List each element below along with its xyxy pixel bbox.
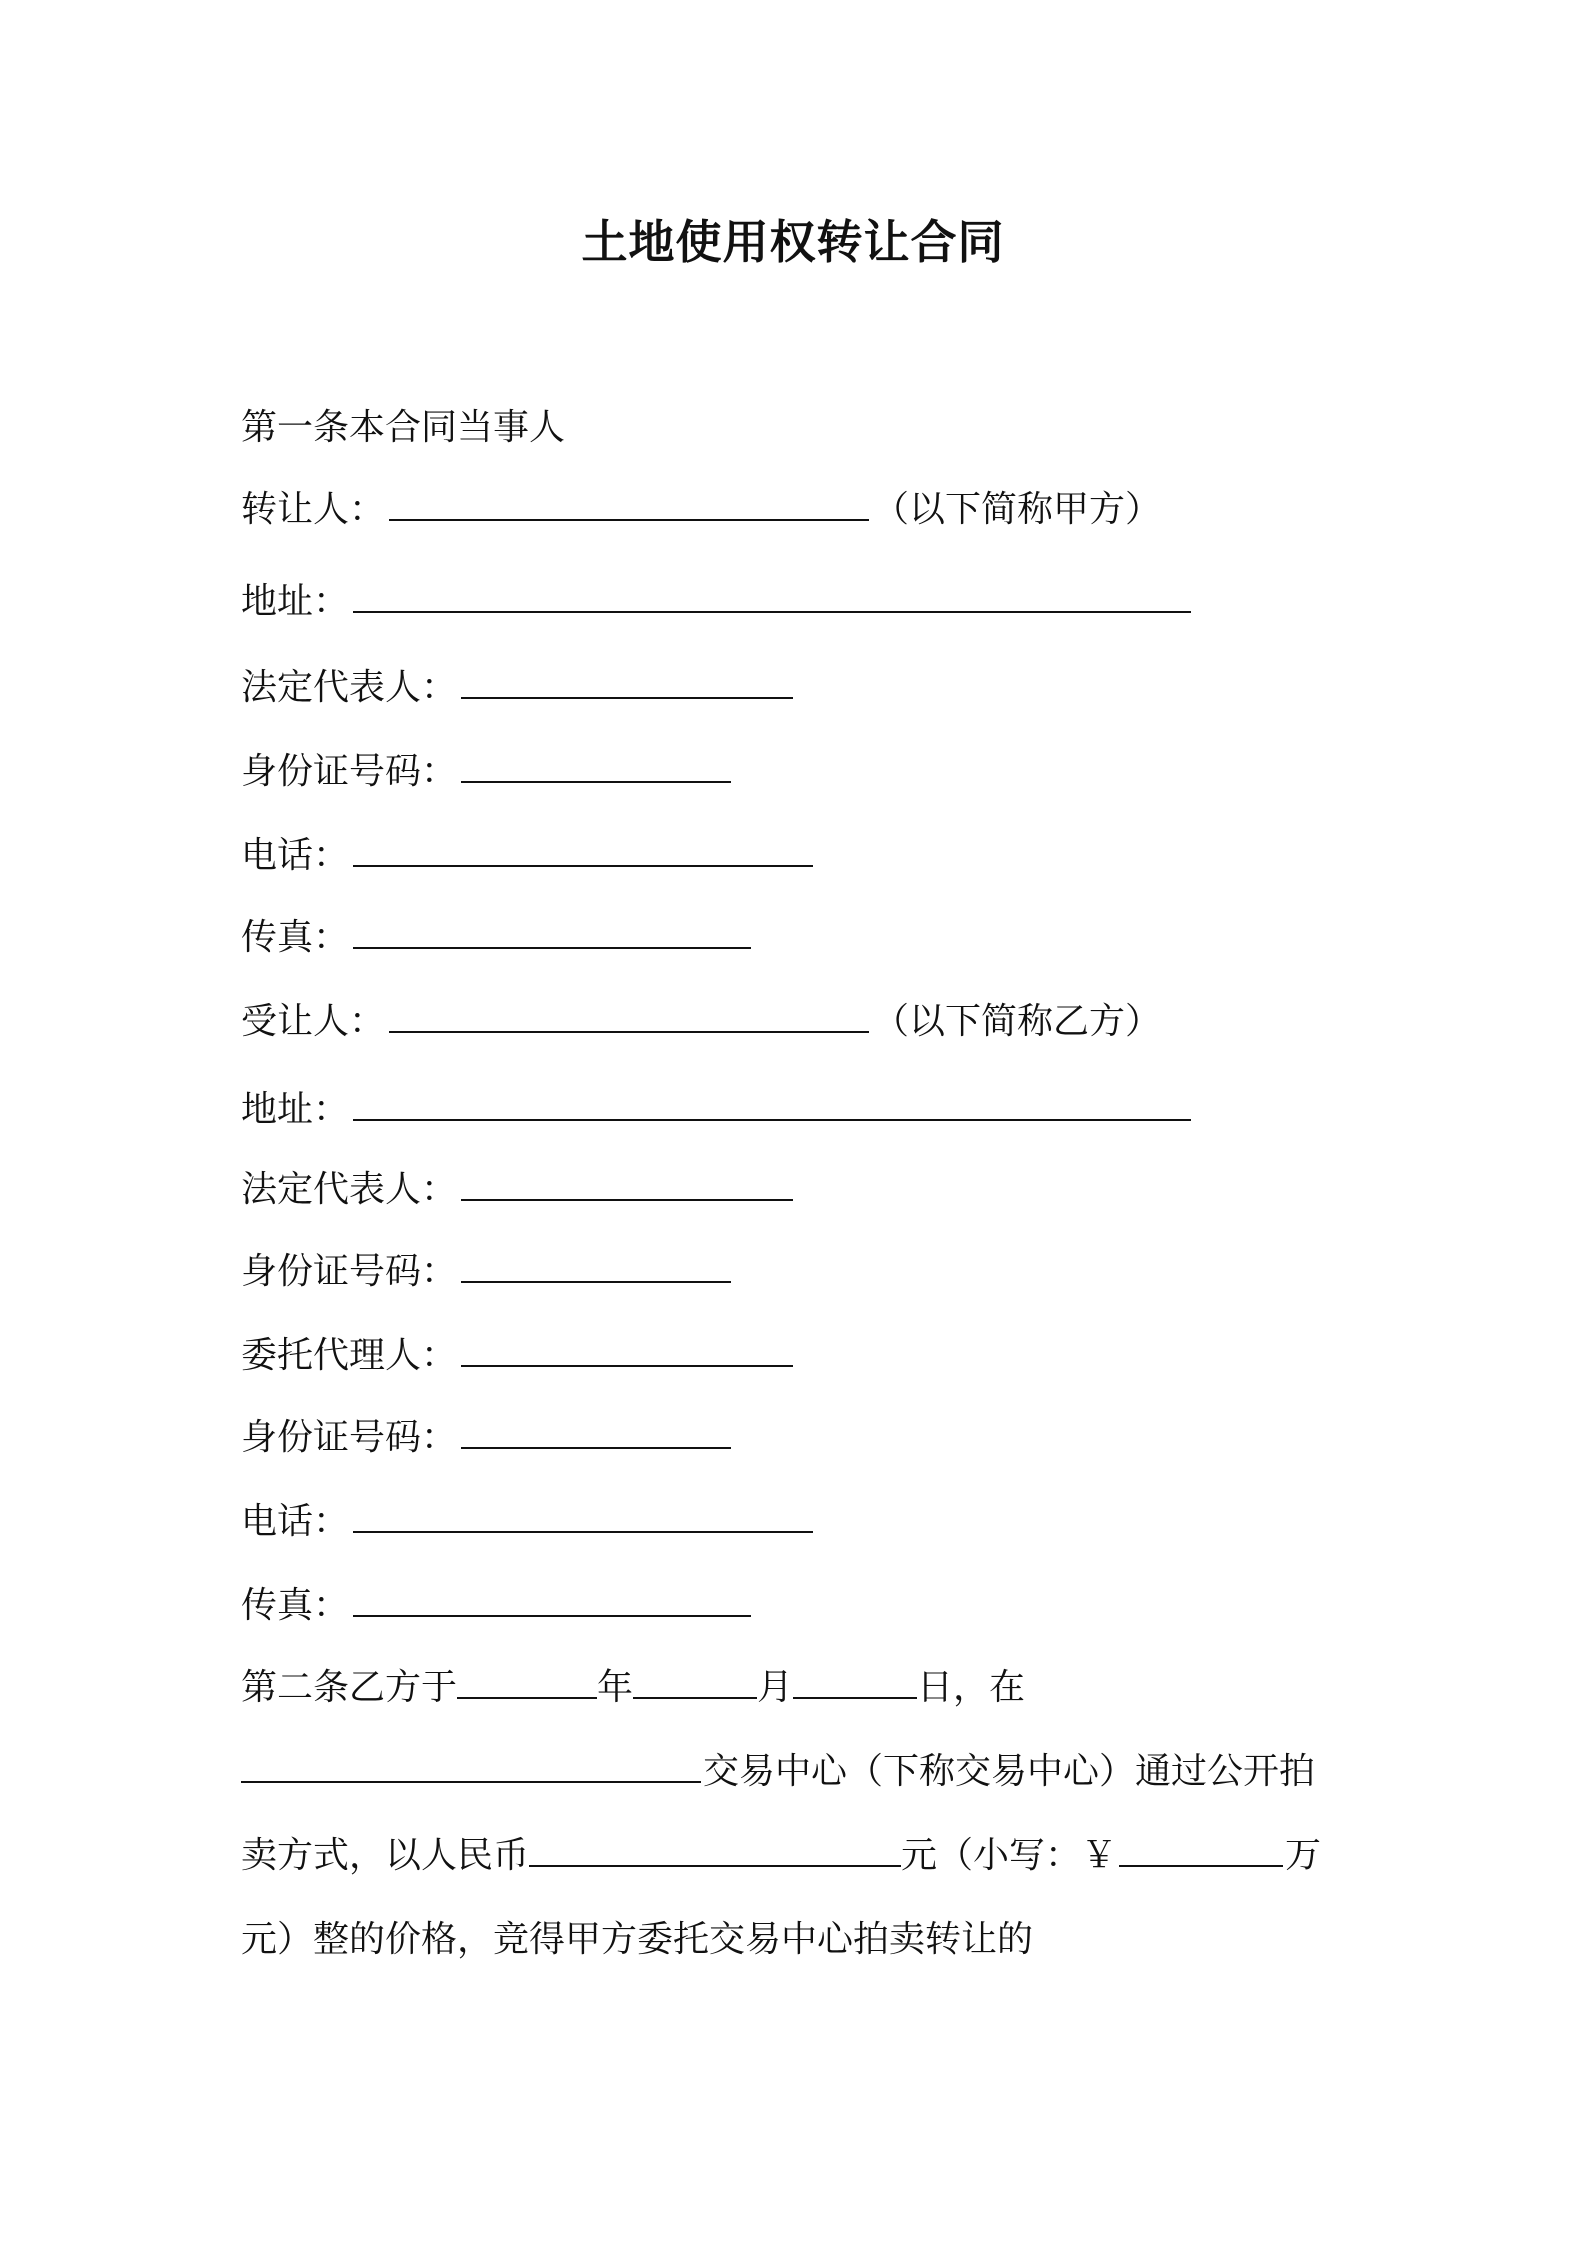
transferor-fax-blank [353,915,751,949]
transferee-phone-label: 电话： [241,1501,350,1542]
transferee-fax-blank [353,1583,751,1617]
transferee-agent-id-row [241,1414,735,1462]
wan-text: 万 [1285,1835,1322,1876]
transferor-fax-label: 传真： [241,917,350,958]
transferee-label: 受让人： [241,1001,386,1042]
transferor-fax-row [241,914,755,962]
transferee-agent-row [241,1332,797,1380]
transferor-legal-rep-row [241,664,797,712]
transferee-address-row [241,1086,1195,1134]
transferor-row [241,486,1161,534]
small-amount-blank [1119,1833,1283,1867]
year-blank [457,1665,597,1699]
rmb-amount-blank [529,1833,901,1867]
trading-center-blank [241,1749,701,1783]
transferor-blank [389,487,869,521]
transferor-suffix: （以下简称甲方） [873,489,1162,530]
day-label: 日，在 [917,1667,1026,1708]
transferee-agent-label: 委托代理人： [241,1335,458,1376]
transferor-legal-rep-blank [461,665,793,699]
transferor-id-row [241,748,735,796]
transferee-legal-rep-label: 法定代表人： [241,1169,458,1210]
transferor-phone-row [241,832,817,880]
transferor-address-label: 地址： [241,581,350,622]
transferee-address-label: 地址： [241,1089,350,1130]
year-label: 年 [597,1667,634,1708]
transferee-address-blank [353,1087,1191,1121]
article-2-prefix: 第二条乙方于 [241,1667,458,1708]
transferor-id-label: 身份证号码： [241,751,458,792]
auction-method-text: 卖方式，以人民币 [241,1835,530,1876]
transferee-id-row [241,1248,735,1296]
month-blank [633,1665,757,1699]
article-1-heading: 第一条本合同当事人 [241,407,566,448]
transferee-phone-row [241,1498,817,1546]
trading-center-suffix: 交易中心（下称交易中心）通过公开拍 [703,1751,1316,1792]
transferor-legal-rep-label: 法定代表人： [241,667,458,708]
transferee-blank [389,999,869,1033]
transferor-address-blank [353,579,1191,613]
day-blank [793,1665,917,1699]
transferee-agent-id-blank [461,1415,731,1449]
month-label: 月 [757,1667,794,1708]
article-2-line-3 [241,1832,1321,1880]
yuan-small-text: 元（小写：￥ [901,1835,1118,1876]
transferee-phone-blank [353,1499,813,1533]
transferee-legal-rep-row [241,1166,797,1214]
transferor-phone-blank [353,833,813,867]
transferee-id-blank [461,1249,731,1283]
transferee-agent-blank [461,1333,793,1367]
transferee-id-label: 身份证号码： [241,1251,458,1292]
article-2-line-4: 元）整的价格，竞得甲方委托交易中心拍卖转让的 [241,1919,1034,1960]
transferee-agent-id-label: 身份证号码： [241,1417,458,1458]
transferee-suffix: （以下简称乙方） [873,1001,1162,1042]
document-title: 土地使用权转让合同 [581,215,1005,269]
transferee-legal-rep-blank [461,1167,793,1201]
transferee-fax-label: 传真： [241,1585,350,1626]
article-2-line-2 [241,1748,1315,1796]
transferee-row [241,998,1161,1046]
transferor-address-row [241,578,1195,626]
article-2-line-1 [241,1664,1025,1712]
transferor-label: 转让人： [241,489,386,530]
transferee-fax-row [241,1582,755,1630]
transferor-id-blank [461,749,731,783]
transferor-phone-label: 电话： [241,835,350,876]
